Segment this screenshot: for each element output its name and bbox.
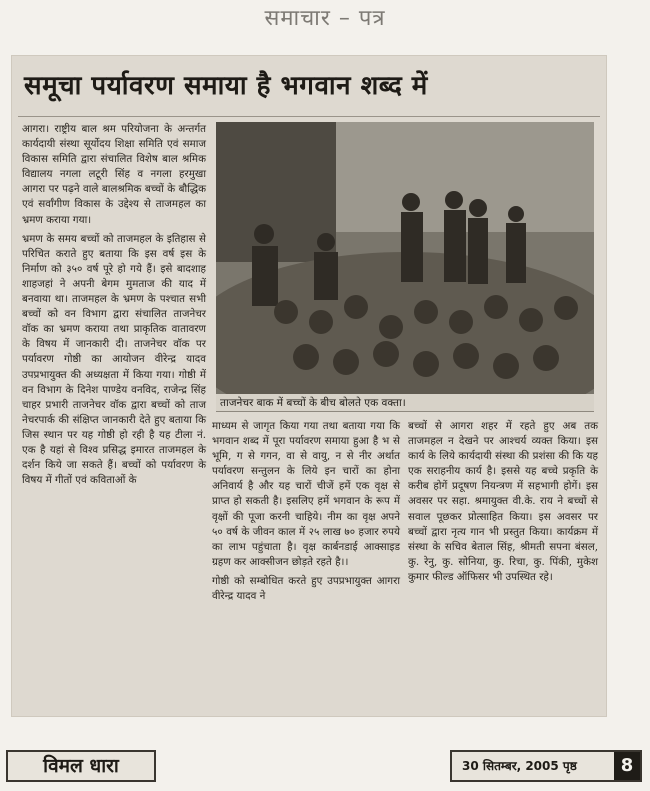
column-3-paragraph-1: बच्चों से आगरा शहर में रहते हुए अब तक ताजमहल न देखने पर आश्चर्य व्यक्त किया। इस कार्य के लिये कार्यदायी संस्था की प्रशंसा की कि यह एक सराहनीय कार्य है। इससे यह बच्चे प्रकृति के करीब होगें प्रदूषण नियन्त्रण में सहभागी होगें। इस अवसर पर सहा. श्रमायुक्त वी.के. राय ने बच्चों से सवाल पूछकर प्रोत्साहित किया। इस अवसर पर बच्चों द्वारा नृत्य गान भी प्रस्तुत किया। कार्यक्रम में संस्था के सचिव बेताल सिंह, श्रीमती सपना बंसल, कु. रेनु, कु. सोनिया, कु. रिचा, कु. पिंकी, मुकेश कुमार फील्ड ऑफिसर भी उपस्थित रहे। (408, 420, 598, 583)
page-footer (0, 742, 650, 791)
newspaper-clipping (12, 56, 606, 716)
masthead-title: विमल धारा (6, 750, 156, 782)
date-and-page-box (450, 750, 642, 782)
column-2-paragraph-1: माध्यम से जागृत किया गया तथा बताया गया कि भगवान शब्द में पूरा पर्यावरण समाया हुआ है भ से भूमि, ग से गगन, वा से वायु, न से नीर अर्थात पर्यावरण सन्तुलन के लिये इन चारों का होना अनिवार्य है और यह चारों चीजें हमें एक वृक्ष से प्राप्त हो सकती है। इसलिए हमें भगवान के रूप में वृक्षों की पूजा करनी चाहिये। नीम का वृक्ष अपने ५० वर्ष के जीवन काल में २५ लाख ७० हजार रुपये का लाभ पहुंचाता है। वृक्ष कार्बनडाई आक्साइड ग्रहण कर आक्सीजन छोड़ते रहते है।। (212, 420, 400, 568)
column-1-paragraph-2: भ्रमण के समय बच्चों को ताजमहल के इतिहास से परिचित कराते हुए बताया कि इस वर्ष इस के निर्माण को ३५० वर्ष पूरे हो गये हैं। इसे बादशाह शाहजहां ने अपनी बेगम मुमताज की याद में बनवाया था। ताजमहल के भ्रमण के पश्चात सभी बच्चों को वन विभाग द्वारा संचालित ताजनेचर वॉक का भ्रमण कराया तथा प्राकृतिक वातावरण के विषय में जानकारी दी। ताजनेचर वॉक पर पर्यावरण गोष्ठी का आयोजन वीरेन्द्र यादव उपप्रभायुक्त की अध्यक्षता में किया गया। गोष्ठी में वन विभाग के दिनेश पाण्डेय वनविद, राजेन्द्र सिंह चाहर प्रभारी ताजनेचर वॉक द्वारा बच्चों को ताज नेचरपार्क की संक्षिप्त जानकारी देते हुए बताया कि जिस स्थान पर यह गोष्ठी हो रही है यह टीला नं. एक है यहां से विश्व प्रसिद्ध इमारत ताजमहल के दर्शन किये जा सकते हैं। बच्चों को पर्यावरण के विषय में गीतों एवं कविताओं के (22, 232, 206, 487)
photo-illustration (216, 122, 594, 394)
column-1-paragraph-1: आगरा। राष्ट्रीय बाल श्रम परियोजना के अन्तर्गत कार्यदायी संस्था सूर्योदय शिक्षा समिति एवं समाज विकास समिति द्वारा संचालित विशेष बाल श्रमिक विद्यालय नगला लटूरी सिंह व नगला हरमुखा आगरा पर पढ़ने वाले बालश्रमिक बच्चों के बौद्धिक एवं सर्वांगीण विकास के उद्देश्य से ताजमहल का भ्रमण कराया गया। (22, 123, 206, 226)
photo-caption: ताजनेचर बाक में बच्चों के बीच बोलते एक वक्ता। (216, 394, 594, 412)
article-photo (216, 122, 594, 394)
article-column-3 (408, 419, 598, 589)
column-2-paragraph-2: गोष्ठी को सम्बोधित करते हुए उपप्रभायुक्त आगरा वीरेन्द्र यादव ने (212, 574, 400, 603)
article-column-2 (212, 419, 400, 608)
page-number-badge: 8 (614, 752, 640, 780)
article-column-1 (22, 122, 206, 492)
article-headline: समूचा पर्यावरण समाया है भगवान शब्द में (24, 71, 428, 101)
headline-rule (18, 116, 600, 117)
header-label: समाचार – पत्र (264, 6, 386, 31)
publication-date: 30 सितम्बर, 2005 पृष्ठ (462, 759, 577, 773)
